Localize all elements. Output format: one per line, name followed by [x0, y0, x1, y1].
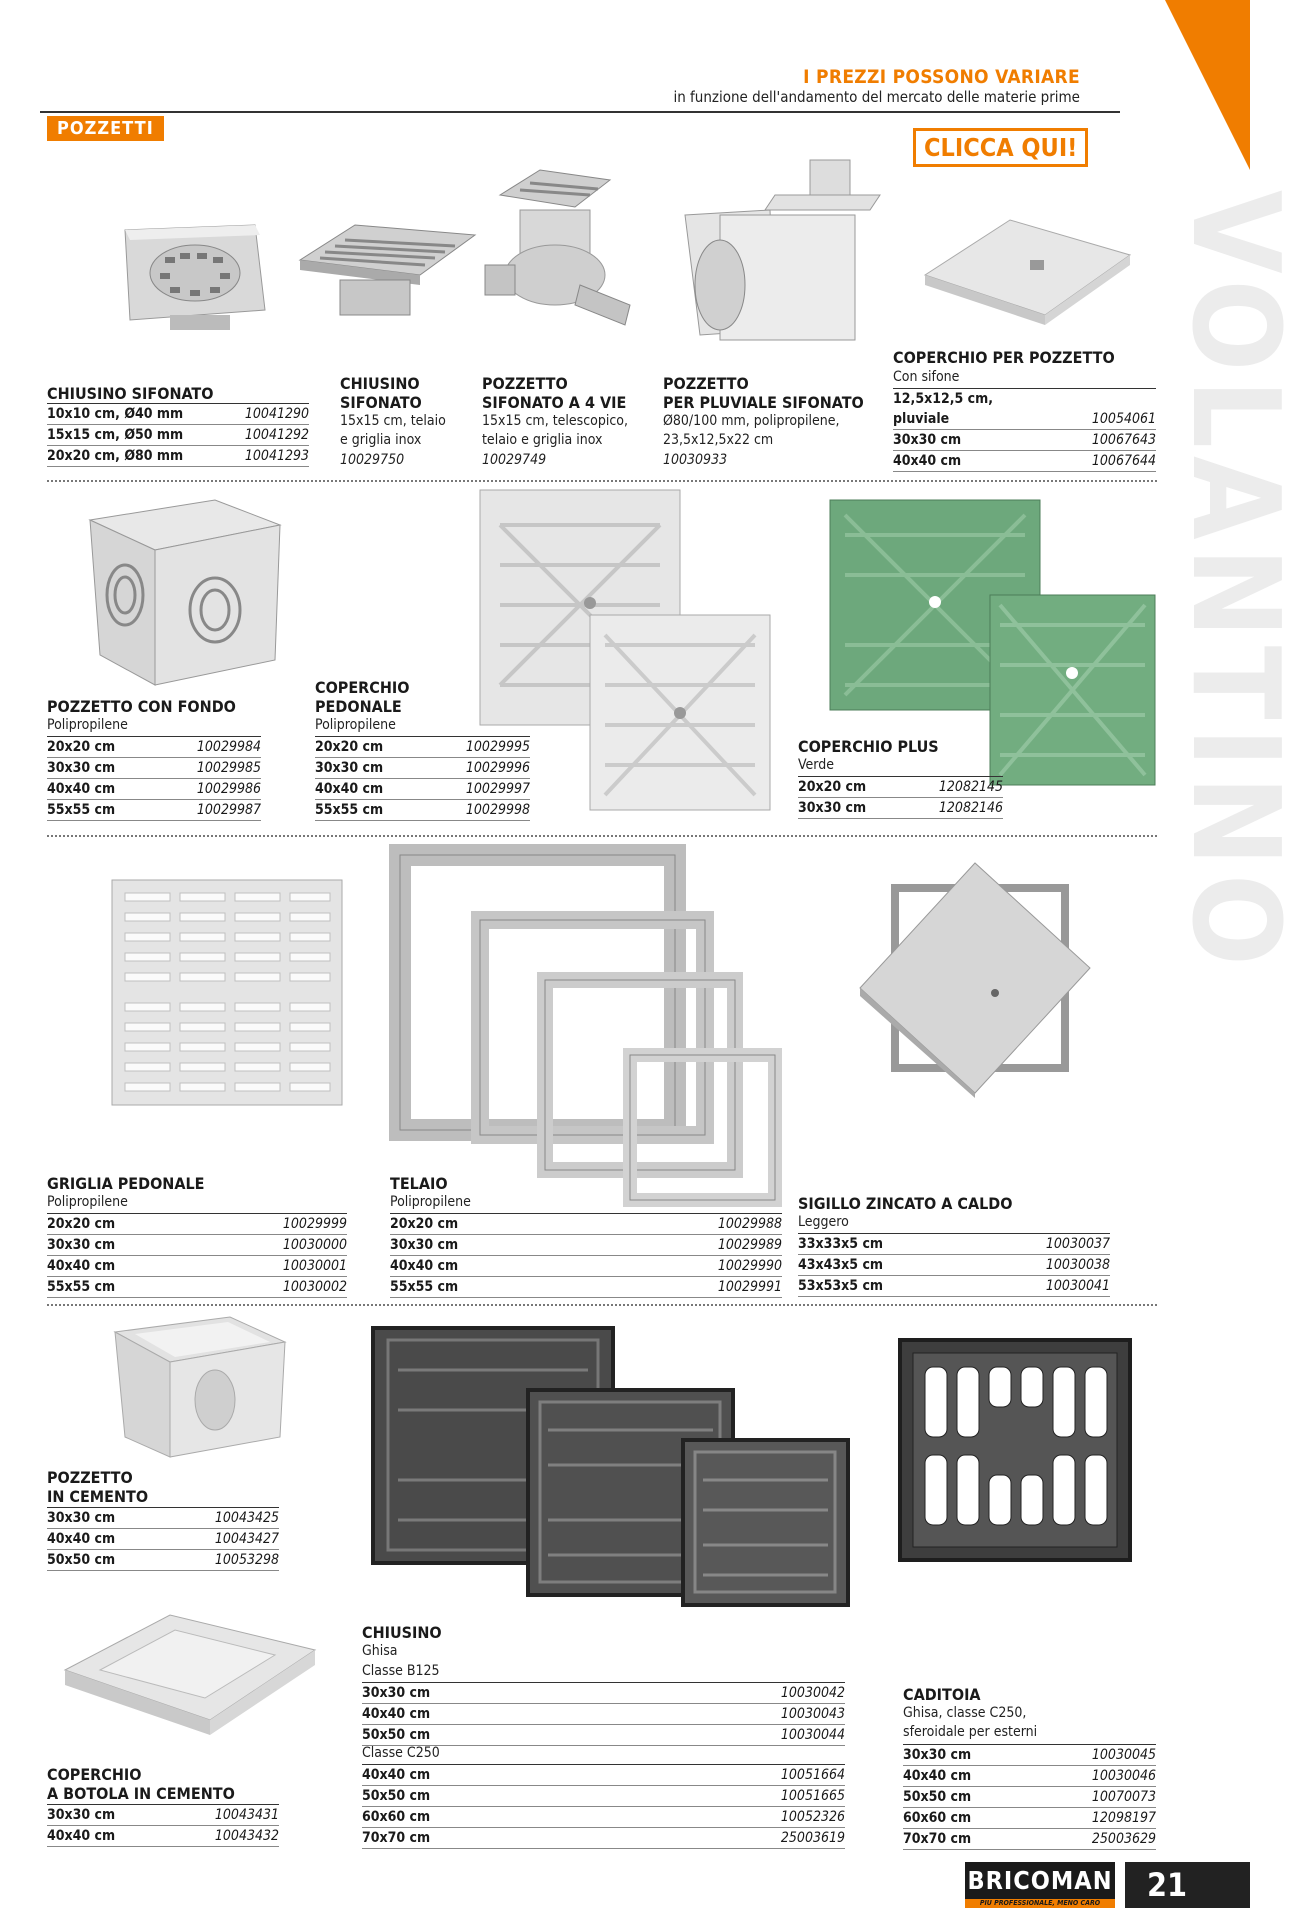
table-row: 50x50 cm 10053298	[47, 1550, 279, 1571]
table-row: 20x20 cm 10029995	[315, 737, 530, 758]
sigillo-table	[798, 1234, 1110, 1297]
section-divider	[47, 1304, 1157, 1306]
table-row: 30x30 cm 10030000	[47, 1235, 347, 1256]
chiusino-ghisa-class-c: Classe C250	[362, 1745, 440, 1761]
pozzetto-fondo-table	[47, 737, 261, 821]
chiusino-ghisa-table-c	[362, 1765, 845, 1849]
table-row: 40x40 cm 10067644	[893, 451, 1156, 472]
chiusino-sifonato-table	[47, 404, 309, 467]
coperchio-botola-table	[47, 1805, 279, 1847]
table-row: 53x53x5 cm 10030041	[798, 1276, 1110, 1297]
caditoia-desc-1: Ghisa, classe C250,	[903, 1705, 1027, 1721]
coperchio-pedonale-title-1: COPERCHIO	[315, 678, 410, 697]
brand-tagline: PIÙ PROFESSIONALE, MENO CARO	[979, 1899, 1101, 1907]
pozzetto-cemento-image	[110, 1312, 290, 1462]
table-row: 60x60 cm 10052326	[362, 1807, 845, 1828]
chiusino-ghisa-class-b: Classe B125	[362, 1663, 440, 1679]
caditoia-title: CADITOIA	[903, 1685, 981, 1704]
coperchio-pedonale-title-2: PEDONALE	[315, 697, 402, 716]
table-row: 70x70 cm 25003619	[362, 1828, 845, 1849]
table-row: 20x20 cm, Ø80 mm 10041293	[47, 446, 309, 467]
pozzetto-cemento-title-2: IN CEMENTO	[47, 1487, 149, 1506]
chiusino-sifonato-2-desc-1: 15x15 cm, telaio	[340, 413, 446, 429]
table-row: 50x50 cm 10030044	[362, 1725, 845, 1746]
pozzetto-4vie-title-1: POZZETTO	[482, 374, 568, 393]
griglia-pedonale-image	[110, 878, 345, 1108]
chiusino-ghisa-title: CHIUSINO	[362, 1623, 442, 1642]
table-row: 12,5x12,5 cm,	[893, 391, 994, 407]
chiusino-sifonato-2-title-1: CHIUSINO	[340, 374, 420, 393]
chiusino-ghisa-table-b	[362, 1683, 845, 1746]
table-row: 55x55 cm 10029991	[390, 1277, 782, 1298]
pozzetto-fondo-sub: Polipropilene	[47, 717, 128, 733]
table-row: 20x20 cm 10029984	[47, 737, 261, 758]
table-row: 40x40 cm 10030001	[47, 1256, 347, 1277]
pozzetto-4vie-image	[480, 165, 645, 335]
table-row: 30x30 cm 10043431	[47, 1805, 279, 1826]
table-row: 60x60 cm 12098197	[903, 1808, 1156, 1829]
pozzetto-pluviale-code: 10030933	[663, 452, 728, 468]
coperchio-plus-title: COPERCHIO PLUS	[798, 737, 939, 756]
sigillo-title: SIGILLO ZINCATO A CALDO	[798, 1194, 1013, 1213]
griglia-pedonale-table	[47, 1214, 347, 1298]
table-row: 55x55 cm 10030002	[47, 1277, 347, 1298]
chiusino-sifonato-2-desc-2: e griglia inox	[340, 432, 422, 448]
table-row: 30x30 cm 10067643	[893, 430, 1156, 451]
coperchio-pozzetto-title: COPERCHIO PER POZZETTO	[893, 348, 1115, 367]
pozzetto-4vie-desc-2: telaio e griglia inox	[482, 432, 603, 448]
brand-name: BRICOMAN	[967, 1866, 1113, 1895]
caditoia-image	[895, 1335, 1135, 1565]
pozzetto-4vie-title-2: SIFONATO A 4 VIE	[482, 393, 627, 412]
chiusino-ghisa-image	[368, 1320, 853, 1615]
bricoman-logo	[965, 1862, 1115, 1908]
coperchio-pozzetto-image	[920, 210, 1135, 330]
chiusino-sifonato-title: CHIUSINO SIFONATO	[47, 384, 214, 403]
table-row: 30x30 cm 10030042	[362, 1683, 845, 1704]
watermark: VOLANTINO	[1165, 190, 1304, 974]
header-rule	[40, 111, 1120, 113]
griglia-pedonale-title: GRIGLIA PEDONALE	[47, 1174, 205, 1193]
table-row: 33x33x5 cm 10030037	[798, 1234, 1110, 1255]
chiusino-ghisa-sub: Ghisa	[362, 1643, 398, 1659]
table-row: 40x40 cm 10051664	[362, 1765, 845, 1786]
table-row: 40x40 cm 10043427	[47, 1529, 279, 1550]
table-row: 20x20 cm 10029988	[390, 1214, 782, 1235]
table-row: 30x30 cm 10043425	[47, 1508, 279, 1529]
pozzetto-pluviale-desc-2: 23,5x12,5x22 cm	[663, 432, 774, 448]
pozzetto-4vie-desc-1: 15x15 cm, telescopico,	[482, 413, 628, 429]
table-row: 40x40 cm 10043432	[47, 1826, 279, 1847]
coperchio-pozzetto-table	[893, 389, 1156, 472]
telaio-title: TELAIO	[390, 1174, 448, 1193]
coperchio-pozzetto-sub: Con sifone	[893, 369, 960, 385]
caditoia-table	[903, 1745, 1156, 1850]
corner-accent	[1165, 0, 1250, 170]
table-row: 40x40 cm 10029997	[315, 779, 530, 800]
divider	[47, 403, 309, 404]
table-row: 15x15 cm, Ø50 mm 10041292	[47, 425, 309, 446]
coperchio-pedonale-table	[315, 737, 530, 821]
pozzetto-4vie-code: 10029749	[482, 452, 547, 468]
table-row: 30x30 cm 10029989	[390, 1235, 782, 1256]
table-row: 43x43x5 cm 10030038	[798, 1255, 1110, 1276]
griglia-pedonale-sub: Polipropilene	[47, 1194, 128, 1210]
table-row: 40x40 cm 10029986	[47, 779, 261, 800]
telaio-sub: Polipropilene	[390, 1194, 471, 1210]
caditoia-desc-2: sferoidale per esterni	[903, 1724, 1038, 1740]
pozzetto-fondo-image	[85, 495, 285, 690]
pozzetto-fondo-title: POZZETTO CON FONDO	[47, 697, 236, 716]
sigillo-image	[855, 858, 1095, 1098]
table-row: 55x55 cm 10029987	[47, 800, 261, 821]
chiusino-sifonato-2-title-2: SIFONATO	[340, 393, 422, 412]
table-row: 70x70 cm 25003629	[903, 1829, 1156, 1850]
pozzetto-cemento-title-1: POZZETTO	[47, 1468, 133, 1487]
chiusino-sifonato-2-image	[295, 220, 480, 325]
table-row: 40x40 cm 10030046	[903, 1766, 1156, 1787]
table-row: 30x30 cm 12082146	[798, 798, 1003, 819]
table-row: 55x55 cm 10029998	[315, 800, 530, 821]
table-row: 40x40 cm 10029990	[390, 1256, 782, 1277]
table-row: 20x20 cm 12082145	[798, 777, 1003, 798]
table-row: 50x50 cm 10051665	[362, 1786, 845, 1807]
chiusino-sifonato-image	[115, 215, 275, 335]
section-tag: POZZETTI	[47, 116, 164, 141]
table-row: 50x50 cm 10070073	[903, 1787, 1156, 1808]
table-row: 40x40 cm 10030043	[362, 1704, 845, 1725]
table-row: 30x30 cm 10030045	[903, 1745, 1156, 1766]
table-row: 30x30 cm 10029996	[315, 758, 530, 779]
page-number: 21	[1125, 1862, 1250, 1908]
telaio-image	[395, 850, 780, 1210]
price-notice-subtitle: in funzione dell'andamento del mercato delle materie prime	[673, 88, 1080, 106]
coperchio-botola-title-2: A BOTOLA IN CEMENTO	[47, 1784, 235, 1803]
section-divider	[47, 835, 1157, 837]
coperchio-botola-image	[60, 1610, 320, 1740]
telaio-table	[390, 1214, 782, 1298]
coperchio-plus-table	[798, 777, 1003, 819]
pozzetto-pluviale-title-2: PER PLUVIALE SIFONATO	[663, 393, 864, 412]
pozzetto-pluviale-image	[680, 155, 880, 350]
price-notice-title: I PREZZI POSSONO VARIARE	[803, 66, 1080, 88]
coperchio-botola-title-1: COPERCHIO	[47, 1765, 142, 1784]
table-row: 10x10 cm, Ø40 mm 10041290	[47, 404, 309, 425]
section-divider	[47, 480, 1157, 482]
coperchio-plus-sub: Verde	[798, 757, 834, 773]
pozzetto-pluviale-desc-1: Ø80/100 mm, polipropilene,	[663, 413, 840, 429]
pozzetto-cemento-table	[47, 1508, 279, 1571]
sigillo-sub: Leggero	[798, 1214, 849, 1230]
coperchio-pedonale-sub: Polipropilene	[315, 717, 396, 733]
table-row: 20x20 cm 10029999	[47, 1214, 347, 1235]
table-row: pluviale 10054061	[893, 409, 1156, 430]
table-row: 30x30 cm 10029985	[47, 758, 261, 779]
clicca-qui-button[interactable]: CLICCA QUI!	[913, 128, 1088, 167]
pozzetto-pluviale-title-1: POZZETTO	[663, 374, 749, 393]
chiusino-sifonato-2-code: 10029750	[340, 452, 405, 468]
